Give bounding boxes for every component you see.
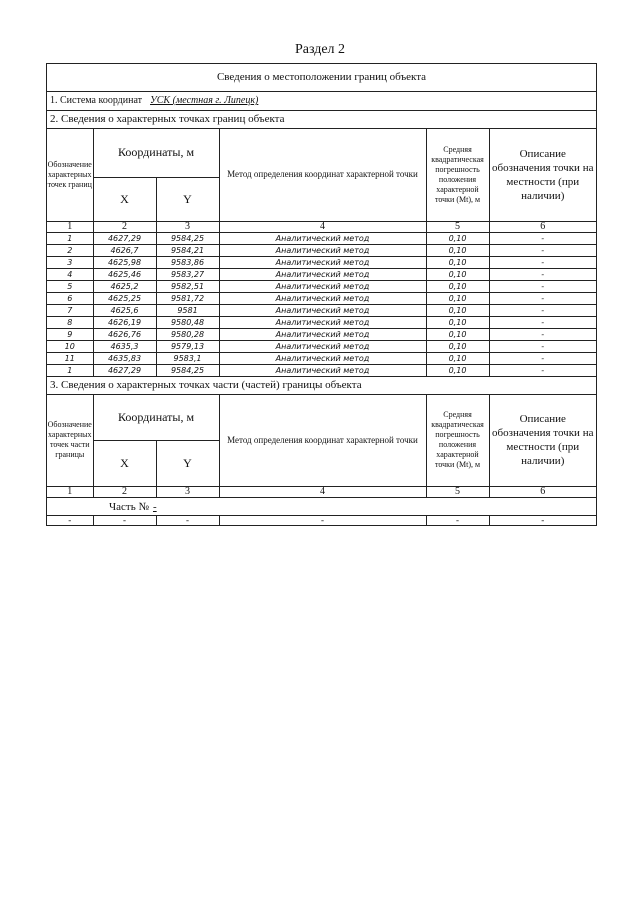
table-row bbox=[47, 364, 596, 376]
point-id: 8 bbox=[47, 316, 93, 328]
empty-cell: - bbox=[93, 516, 156, 526]
col-coords: Координаты, м bbox=[93, 129, 219, 177]
coord-x: 4626,19 bbox=[93, 316, 156, 328]
method: Аналитический метод bbox=[219, 328, 426, 340]
column-number: 6 bbox=[489, 221, 596, 232]
coord-y: 9580,28 bbox=[156, 328, 219, 340]
coord-x: 4625,25 bbox=[93, 292, 156, 304]
col-accuracy: Средняя квадратическая погрешность положения характерной точки (Mt), м bbox=[426, 129, 489, 221]
table-header: Сведения о местоположении границ объекта bbox=[47, 64, 596, 92]
accuracy: 0,10 bbox=[426, 256, 489, 268]
coord-system-row bbox=[47, 92, 596, 111]
accuracy: 0,10 bbox=[426, 328, 489, 340]
method: Аналитический метод bbox=[219, 256, 426, 268]
empty-cell: - bbox=[489, 516, 596, 526]
col-description: Описание обозначения точки на местности (при наличии) bbox=[489, 395, 596, 487]
col-y: Y bbox=[156, 177, 219, 221]
method: Аналитический метод bbox=[219, 292, 426, 304]
accuracy: 0,10 bbox=[426, 292, 489, 304]
accuracy: 0,10 bbox=[426, 232, 489, 244]
coord-x: 4625,46 bbox=[93, 268, 156, 280]
point-id: 1 bbox=[47, 364, 93, 376]
accuracy: 0,10 bbox=[426, 340, 489, 352]
description: - bbox=[489, 364, 596, 376]
table-row bbox=[47, 328, 596, 340]
point-id: 10 bbox=[47, 340, 93, 352]
coord-x: 4635,3 bbox=[93, 340, 156, 352]
coord-y: 9584,25 bbox=[156, 232, 219, 244]
coord-x: 4626,76 bbox=[93, 328, 156, 340]
table-row bbox=[47, 292, 596, 304]
empty-cell: - bbox=[219, 516, 426, 526]
description: - bbox=[489, 292, 596, 304]
column-number: 5 bbox=[426, 487, 489, 498]
table-row bbox=[47, 316, 596, 328]
method: Аналитический метод bbox=[219, 244, 426, 256]
coord-y: 9583,27 bbox=[156, 268, 219, 280]
point-id: 4 bbox=[47, 268, 93, 280]
column-number: 1 bbox=[47, 487, 93, 498]
description: - bbox=[489, 244, 596, 256]
table-row bbox=[47, 268, 596, 280]
coord-system-value: УСК (местная г. Липецк) bbox=[150, 95, 259, 106]
description: - bbox=[489, 316, 596, 328]
column-number: 4 bbox=[219, 221, 426, 232]
section2-title: 2. Сведения о характерных точках границ объекта bbox=[47, 111, 596, 129]
method: Аналитический метод bbox=[219, 304, 426, 316]
column-number: 6 bbox=[489, 487, 596, 498]
column-number: 4 bbox=[219, 487, 426, 498]
column-number: 5 bbox=[426, 221, 489, 232]
table-row bbox=[47, 244, 596, 256]
empty-cell: - bbox=[156, 516, 219, 526]
coord-x: 4627,29 bbox=[93, 364, 156, 376]
method: Аналитический метод bbox=[219, 352, 426, 364]
section3-table bbox=[47, 395, 596, 527]
point-id: 6 bbox=[47, 292, 93, 304]
point-id: 7 bbox=[47, 304, 93, 316]
point-id: 5 bbox=[47, 280, 93, 292]
coord-x: 4635,83 bbox=[93, 352, 156, 364]
empty-cell: - bbox=[426, 516, 489, 526]
coord-y: 9584,21 bbox=[156, 244, 219, 256]
table-row bbox=[47, 516, 596, 526]
method: Аналитический метод bbox=[219, 232, 426, 244]
col-coords: Координаты, м bbox=[93, 395, 219, 441]
col-method: Метод определения координат характерной точки bbox=[219, 129, 426, 221]
empty-cell: - bbox=[47, 516, 93, 526]
method: Аналитический метод bbox=[219, 316, 426, 328]
part-value: - bbox=[152, 500, 157, 513]
col-method: Метод определения координат характерной точки bbox=[219, 395, 426, 487]
description: - bbox=[489, 232, 596, 244]
coord-y: 9583,86 bbox=[156, 256, 219, 268]
table-row bbox=[47, 340, 596, 352]
column-numbers-row bbox=[47, 221, 596, 232]
point-id: 2 bbox=[47, 244, 93, 256]
description: - bbox=[489, 256, 596, 268]
accuracy: 0,10 bbox=[426, 280, 489, 292]
table-row bbox=[47, 304, 596, 316]
accuracy: 0,10 bbox=[426, 304, 489, 316]
table-row bbox=[47, 280, 596, 292]
table-row bbox=[47, 256, 596, 268]
column-number: 2 bbox=[93, 221, 156, 232]
document-table bbox=[46, 63, 597, 526]
column-number: 2 bbox=[93, 487, 156, 498]
point-id: 1 bbox=[47, 232, 93, 244]
description: - bbox=[489, 340, 596, 352]
col-accuracy: Средняя квадратическая погрешность положения характерной точки (Mt), м bbox=[426, 395, 489, 487]
description: - bbox=[489, 352, 596, 364]
col-description: Описание обозначения точки на местности (при наличии) bbox=[489, 129, 596, 221]
column-number: 1 bbox=[47, 221, 93, 232]
accuracy: 0,10 bbox=[426, 316, 489, 328]
method: Аналитический метод bbox=[219, 280, 426, 292]
coord-x: 4626,7 bbox=[93, 244, 156, 256]
point-id: 11 bbox=[47, 352, 93, 364]
method: Аналитический метод bbox=[219, 268, 426, 280]
part-label: Часть № bbox=[109, 500, 149, 513]
coord-y: 9582,51 bbox=[156, 280, 219, 292]
column-number: 3 bbox=[156, 487, 219, 498]
coord-y: 9581 bbox=[156, 304, 219, 316]
description: - bbox=[489, 328, 596, 340]
accuracy: 0,10 bbox=[426, 364, 489, 376]
col-designation: Обозначение характерных точек части границы bbox=[47, 395, 93, 487]
method: Аналитический метод bbox=[219, 364, 426, 376]
coord-y: 9580,48 bbox=[156, 316, 219, 328]
col-y: Y bbox=[156, 441, 219, 487]
section3-title: 3. Сведения о характерных точках части (частей) границы объекта bbox=[47, 377, 596, 395]
coord-y: 9583,1 bbox=[156, 352, 219, 364]
point-id: 9 bbox=[47, 328, 93, 340]
table-row bbox=[47, 352, 596, 364]
accuracy: 0,10 bbox=[426, 352, 489, 364]
part-cell bbox=[47, 498, 596, 516]
page-title: Раздел 2 bbox=[294, 42, 346, 57]
column-numbers-row bbox=[47, 487, 596, 498]
col-x: X bbox=[93, 441, 156, 487]
coord-x: 4627,29 bbox=[93, 232, 156, 244]
accuracy: 0,10 bbox=[426, 244, 489, 256]
description: - bbox=[489, 268, 596, 280]
coord-y: 9581,72 bbox=[156, 292, 219, 304]
column-number: 3 bbox=[156, 221, 219, 232]
table-row bbox=[47, 232, 596, 244]
description: - bbox=[489, 304, 596, 316]
col-designation: Обозначение характерных точек границ bbox=[47, 129, 93, 221]
coord-x: 4625,6 bbox=[93, 304, 156, 316]
coord-x: 4625,98 bbox=[93, 256, 156, 268]
accuracy: 0,10 bbox=[426, 268, 489, 280]
method: Аналитический метод bbox=[219, 340, 426, 352]
coord-x: 4625,2 bbox=[93, 280, 156, 292]
col-x: X bbox=[93, 177, 156, 221]
part-row bbox=[47, 498, 596, 516]
description: - bbox=[489, 280, 596, 292]
coord-y: 9579,13 bbox=[156, 340, 219, 352]
coord-y: 9584,25 bbox=[156, 364, 219, 376]
point-id: 3 bbox=[47, 256, 93, 268]
section2-table bbox=[47, 129, 596, 377]
coord-system-label: 1. Система координат bbox=[50, 95, 143, 106]
